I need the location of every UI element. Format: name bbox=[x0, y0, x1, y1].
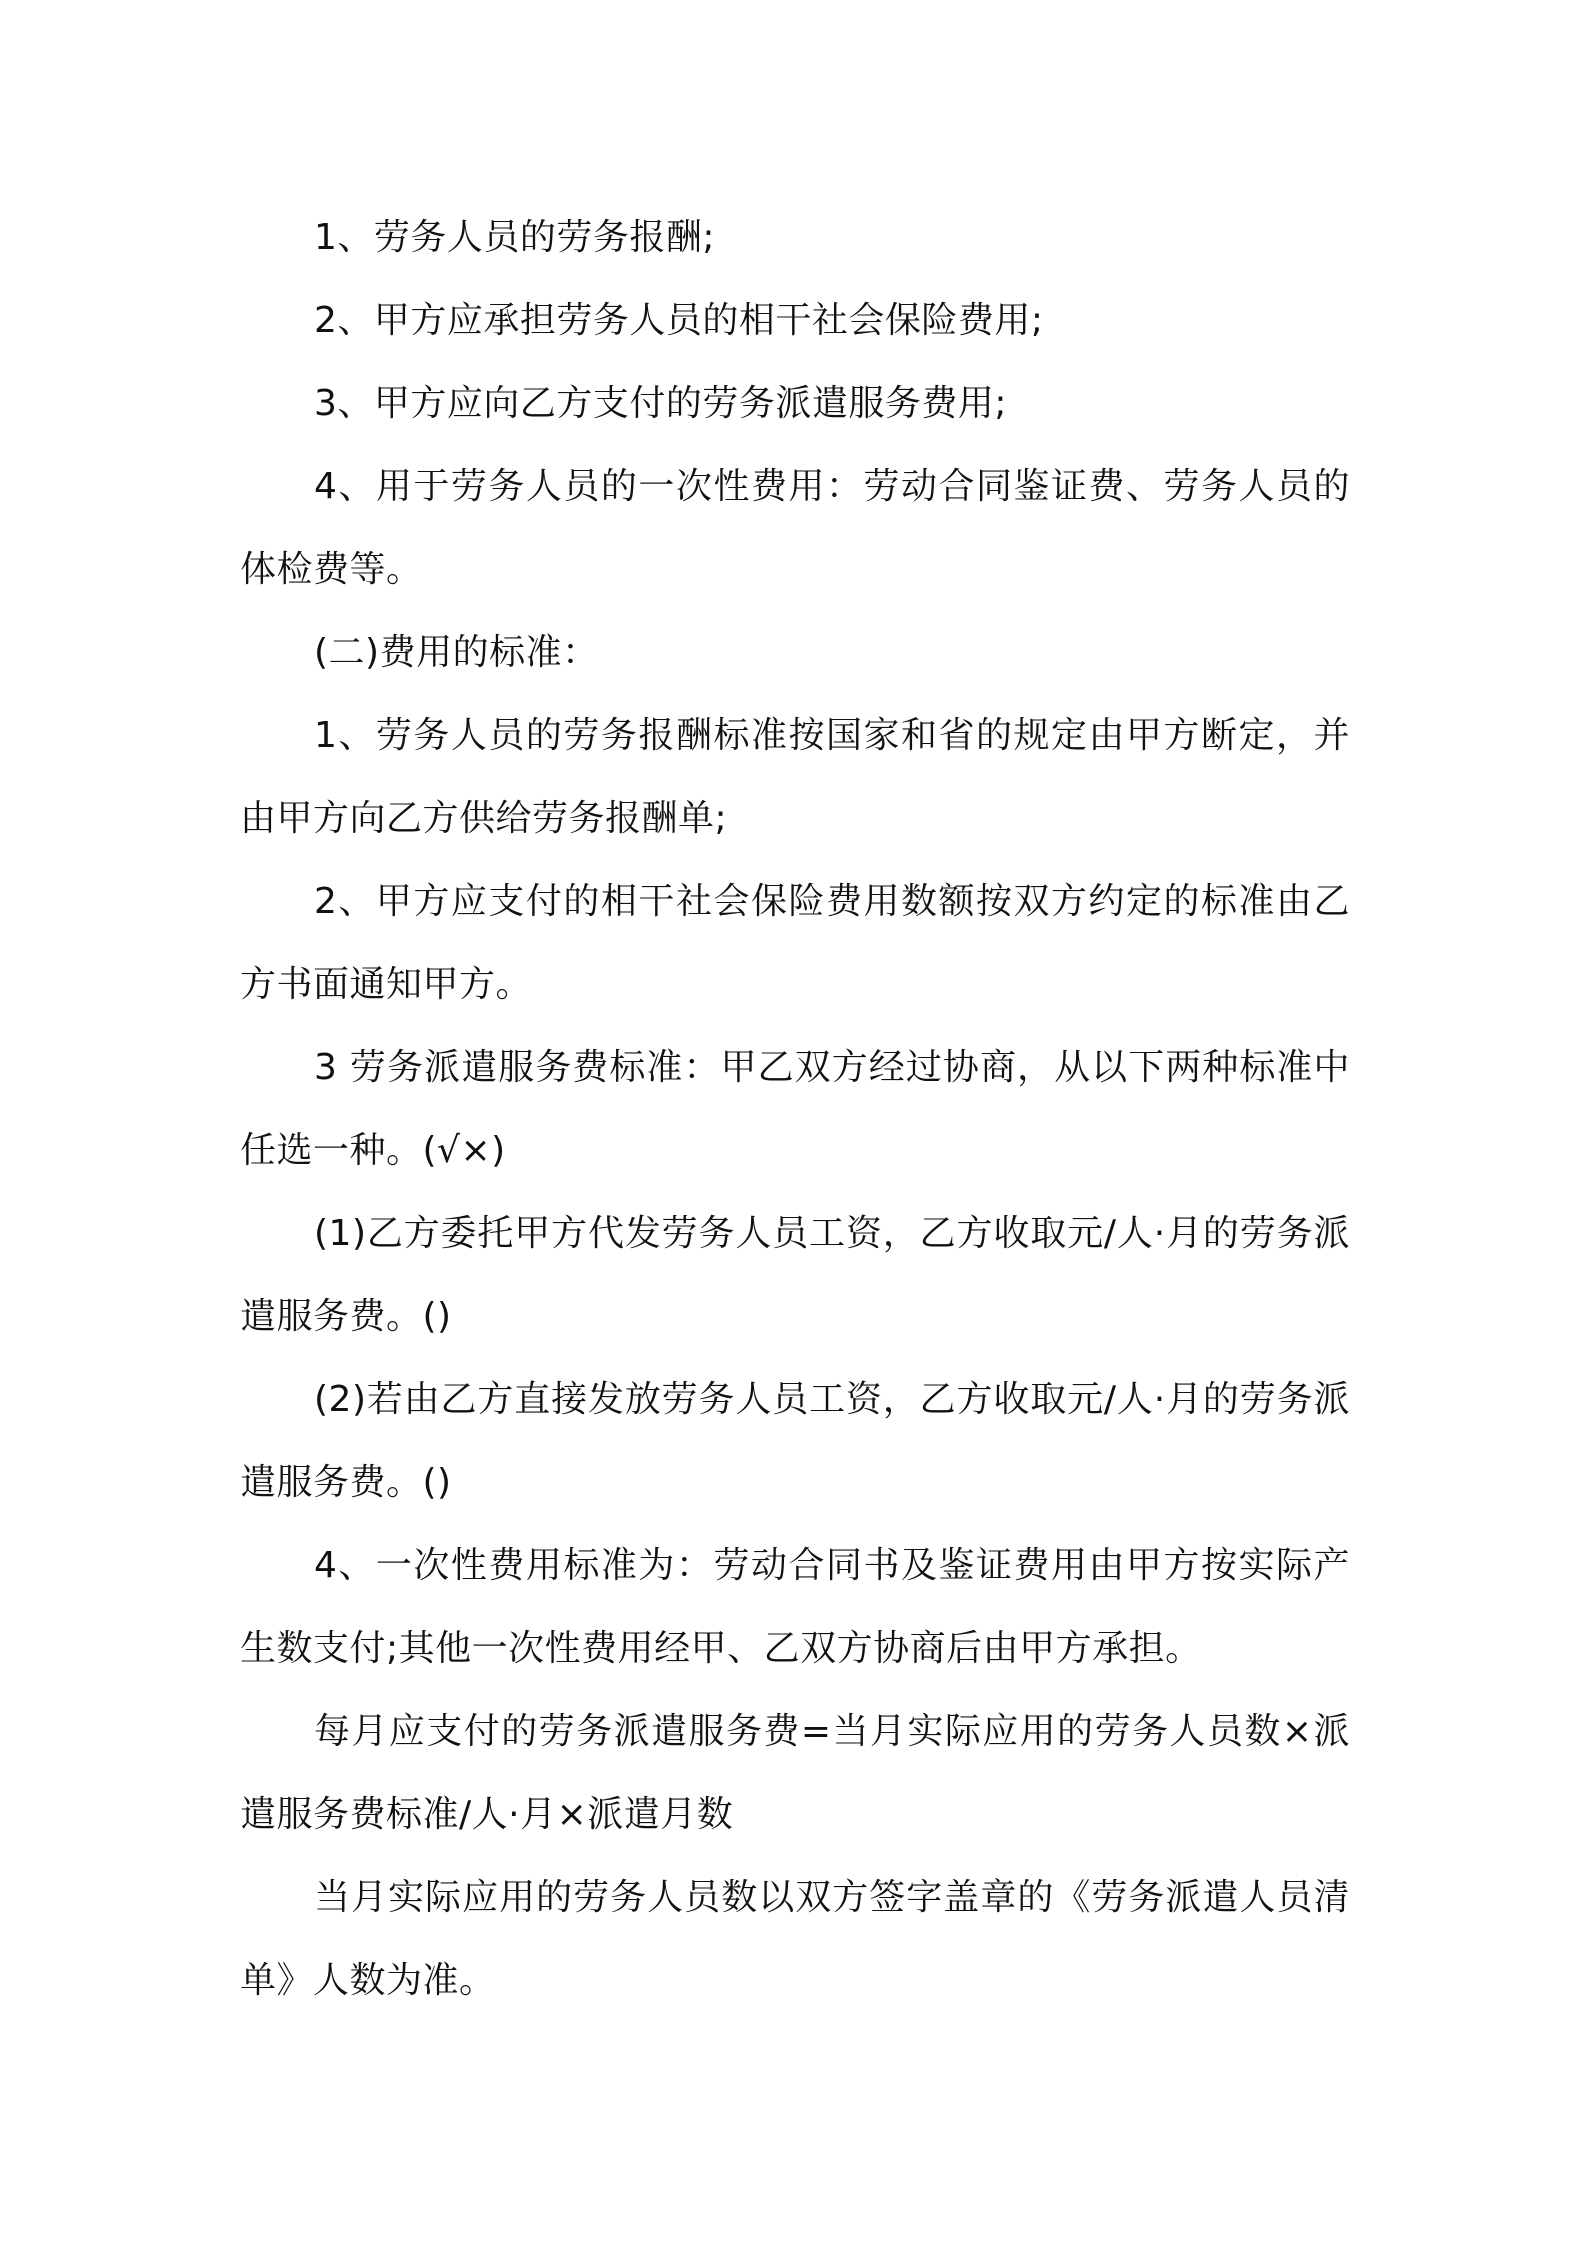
paragraph-standard-2: 2、甲方应支付的相干社会保险费用数额按双方约定的标准由乙方书面通知甲方。 bbox=[240, 881, 1350, 1005]
paragraph-standard-1: 1、劳务人员的劳务报酬标准按国家和省的规定由甲方断定，并由甲方向乙方供给劳务报酬单; bbox=[240, 715, 1350, 839]
option-1: (1)乙方委托甲方代发劳务人员工资，乙方收取元/人·月的劳务派遣服务费。() bbox=[240, 1213, 1350, 1337]
formula-paragraph: 每月应支付的劳务派遣服务费=当月实际应用的劳务人员数×派遣服务费标准/人·月×派遣月数 bbox=[240, 1711, 1350, 1835]
paragraph-item-4: 4、用于劳务人员的一次性费用：劳动合同鉴证费、劳务人员的体检费等。 bbox=[240, 466, 1350, 590]
closing-paragraph: 当月实际应用的劳务人员数以双方签字盖章的《劳务派遣人员清单》人数为准。 bbox=[240, 1877, 1350, 2001]
paragraph-item-1: 1、劳务人员的劳务报酬; bbox=[314, 217, 716, 258]
paragraph-item-3: 3、甲方应向乙方支付的劳务派遣服务费用; bbox=[314, 383, 1008, 424]
document-body bbox=[240, 196, 1350, 2022]
paragraph-standard-4: 4、一次性费用标准为：劳动合同书及鉴证费用由甲方按实际产生数支付;其他一次性费用经甲、乙双方协商后由甲方承担。 bbox=[240, 1545, 1350, 1669]
option-2: (2)若由乙方直接发放劳务人员工资，乙方收取元/人·月的劳务派遣服务费。() bbox=[240, 1379, 1350, 1503]
section-heading-fee-standard: (二)费用的标准： bbox=[314, 632, 599, 673]
paragraph-item-2: 2、甲方应承担劳务人员的相干社会保险费用; bbox=[314, 300, 1044, 341]
paragraph-standard-3: 3 劳务派遣服务费标准：甲乙双方经过协商，从以下两种标准中任选一种。(√×) bbox=[240, 1047, 1350, 1171]
